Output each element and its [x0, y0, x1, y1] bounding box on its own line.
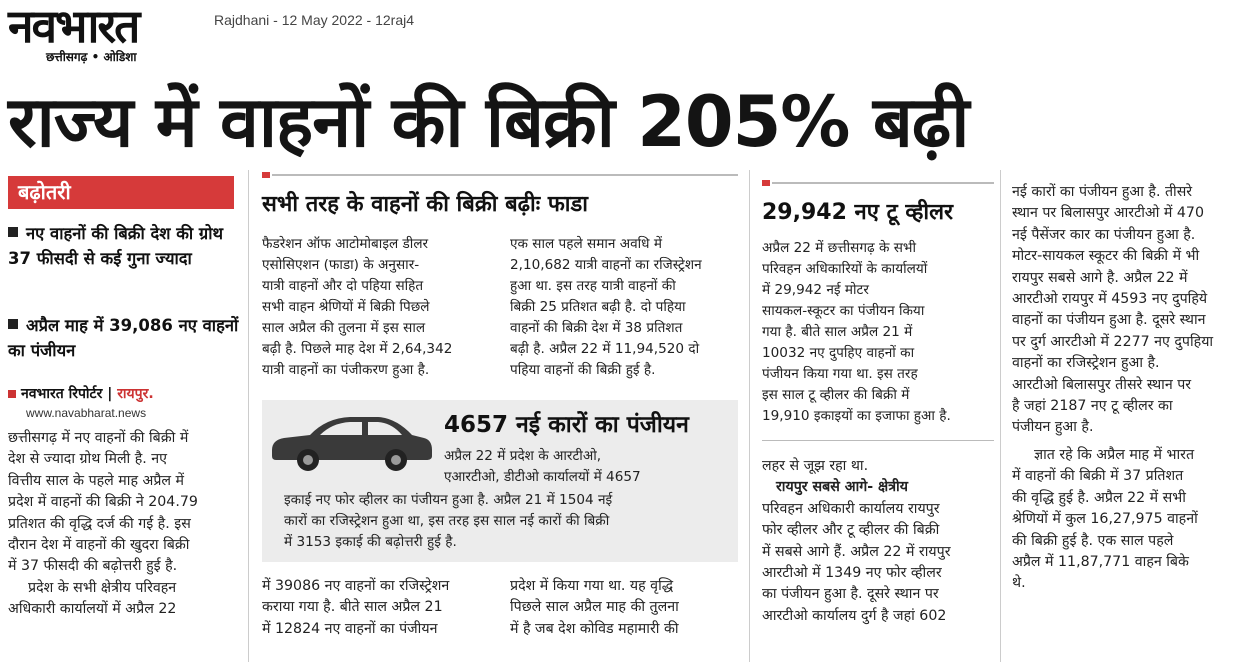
text-line: में 12824 नए वाहनों का पंजीयन — [262, 620, 438, 637]
section-rule — [272, 174, 738, 176]
col2b-right — [510, 576, 742, 640]
text-line: पंजीयन किया गया था. इस तरह — [762, 366, 918, 382]
text-line: नई कारों का पंजीयन हुआ है. तीसरे — [1012, 184, 1193, 200]
tag-label: बढ़ोतरी — [8, 176, 234, 209]
text-line: है जहां 2187 नए टू व्हीलर का — [1012, 398, 1173, 415]
dateline: Rajdhani - 12 May 2022 - 12raj4 — [214, 12, 415, 28]
text-line: पंजीयन हुआ है. — [1012, 419, 1094, 436]
text-line: आरटीओ में 1349 नए फोर व्हीलर — [762, 565, 942, 582]
text-line: आरटीओ बिलासपुर तीसरे स्थान पर — [1012, 376, 1192, 393]
masthead-subtitle: छत्तीसगढ़ • ओडिशा — [46, 50, 137, 64]
column-divider — [749, 170, 750, 662]
masthead-logo: नवभारत — [8, 0, 139, 53]
col3b-body — [762, 456, 994, 627]
text-line: बढ़ी है. अप्रैल 22 में 11,94,520 दो — [510, 341, 700, 357]
fada-title: सभी तरह के वाहनों की बिक्री बढ़ीः फाडा — [262, 192, 588, 217]
text-line: मोटर-सायकल स्कूटर की बिक्री में भी — [1012, 248, 1200, 265]
text-line: का पंजीयन हुआ है. दूसरे स्थान पर — [762, 586, 939, 603]
text-line: हुआ था. इस तरह यात्री वाहनों की — [510, 278, 676, 294]
text-line: नई पैसेंजर कार का पंजीयन हुआ है. — [1012, 226, 1196, 243]
col4-body — [1012, 182, 1248, 595]
page-title: राज्य में वाहनों की बिक्री 205% बढ़ी — [8, 81, 969, 163]
text-line: की वृद्धि हुई है. अप्रैल 22 में सभी — [1012, 489, 1186, 506]
text-line: यात्री वाहनों और दो पहिया सहित — [262, 278, 424, 294]
cars-title: 4657 नई कारों का पंजीयन — [444, 412, 689, 438]
twowheeler-body — [762, 238, 994, 427]
twowheeler-title: 29,942 नए टू व्हीलर — [762, 200, 953, 225]
text-line: अधिकारी कार्यालयों में अप्रैल 22 — [8, 601, 177, 618]
text-line: एसोसिएशन (फाडा) के अनुसार- — [262, 257, 420, 273]
text-line: एक साल पहले समान अवधि में — [510, 236, 662, 252]
text-line: 2,10,682 यात्री वाहनों का रजिस्ट्रेशन — [510, 257, 702, 273]
text-line: इस साल टू व्हीलर की बिक्री में — [762, 387, 910, 403]
fada-right — [510, 234, 740, 381]
reporter-city: रायपुर. — [117, 386, 154, 402]
bullet-square-icon — [8, 227, 18, 237]
text-line: में 37 फीसदी की बढ़ोत्तरी हुई है. — [8, 558, 178, 575]
text-line: सभी वाहन श्रेणियों में बिक्री पिछले — [262, 299, 430, 315]
col2b-left — [262, 576, 498, 640]
text-line: थे. — [1012, 575, 1026, 592]
text-line: में 3153 इकाई की बढ़ोत्तरी हुई है. — [284, 534, 457, 550]
text-line: ज्ञात रहे कि अप्रैल माह में भारत — [1034, 446, 1195, 463]
text-line: पर दुर्ग आरटीओ में 2277 नए दुपहिया — [1012, 333, 1214, 350]
text-line: वाहनों का पंजीयन हुआ है. दूसरे स्थान — [1012, 312, 1206, 329]
reporter-credit: नवभारत रिपोर्टर | रायपुर. — [8, 384, 154, 403]
text-line: देश से ज्यादा ग्रोथ मिली है. नए — [8, 451, 168, 468]
text-line: एआरटीओ, डीटीओ कार्यालयों में 4657 — [444, 469, 641, 485]
text-line: रायपुर सबसे आगे- क्षेत्रीय — [776, 479, 908, 496]
text-line: बिक्री 25 प्रतिशत बढ़ी है. दो पहिया — [510, 299, 686, 315]
text-line: प्रदेश में किया गया था. यह वृद्धि — [510, 578, 674, 594]
text-line: अप्रैल 22 में छत्तीसगढ़ के सभी — [762, 240, 917, 256]
text-line: परिवहन अधिकारी कार्यालय रायपुर — [762, 500, 940, 517]
text-line: अप्रैल में 11,87,771 वाहन बिके — [1012, 553, 1189, 570]
text-line: इकाई नए फोर व्हीलर का पंजीयन हुआ है. अप्रैल 21 में 1504 नई — [284, 492, 613, 508]
text-line: वाहनों का रजिस्ट्रेशन हुआ है. — [1012, 355, 1160, 372]
text-line: परिवहन अधिकारियों के कार्यालयों — [762, 261, 928, 277]
text-line: में सबसे आगे हैं. अप्रैल 22 में रायपुर — [762, 543, 951, 560]
text-line: में है जब देश कोविड महामारी की — [510, 620, 679, 637]
bullet-2 — [8, 313, 240, 363]
bullet-text: अप्रैल माह में 39,086 नए वाहनों का पंजीयन — [8, 316, 239, 360]
text-line: बढ़ी है. पिछले माह देश में 2,64,342 — [262, 341, 453, 357]
section-marker — [762, 180, 770, 186]
text-line: रायपुर सबसे आगे है. अप्रैल 22 में — [1012, 269, 1188, 286]
text-line: सायकल-स्कूटर का पंजीयन किया — [762, 303, 925, 319]
text-line: यात्री वाहनों का पंजीकरण हुआ है. — [262, 362, 430, 378]
text-line: अप्रैल 22 में प्रदेश के आरटीओ, — [444, 448, 602, 464]
fada-left — [262, 234, 498, 381]
section-marker — [262, 172, 270, 178]
bullet-square-icon — [8, 319, 18, 329]
bullet-1 — [8, 221, 240, 271]
column-divider — [248, 170, 249, 662]
text-line: कराया गया है. बीते साल अप्रैल 21 — [262, 599, 443, 616]
text-line: छत्तीसगढ़ में नए वाहनों की बिक्री में — [8, 430, 189, 446]
text-line: साल अप्रैल की तुलना में इस साल — [262, 320, 426, 336]
text-line: में 39086 नए वाहनों का रजिस्ट्रेशन — [262, 578, 450, 594]
text-line: आरटीओ रायपुर में 4593 नए दुपहिये — [1012, 291, 1208, 308]
text-line: 10032 नए दुपहिए वाहनों का — [762, 345, 915, 361]
text-line: वित्तीय साल के पहले माह अप्रैल में — [8, 472, 185, 489]
column-divider — [1000, 170, 1001, 662]
section-rule — [772, 182, 994, 184]
text-line: पहिया वाहनों की बिक्री हुई है. — [510, 362, 656, 378]
text-line: फैडरेशन ऑफ आटोमोबाइल डीलर — [262, 236, 429, 252]
col1-body — [8, 428, 240, 621]
bullet-text: नए वाहनों की बिक्री देश की ग्रोथ 37 फीसदी से कई गुना ज्यादा — [8, 224, 224, 268]
text-line: श्रेणियों में कुल 16,27,975 वाहनों — [1012, 511, 1198, 528]
text-line: में वाहनों की बिक्री में 37 प्रतिशत — [1012, 468, 1184, 485]
text-line: फोर व्हीलर और टू व्हीलर की बिक्री — [762, 522, 940, 539]
text-line: गया है. बीते साल अप्रैल 21 में — [762, 324, 913, 340]
reporter-name: नवभारत रिपोर्टर — [21, 386, 103, 402]
text-line: पिछले साल अप्रैल माह की तुलना — [510, 599, 679, 616]
text-line: कारों का रजिस्ट्रेशन हुआ था, इस तरह इस साल नई कारों की बिक्री — [284, 513, 610, 529]
text-line: वाहनों की बिक्री देश में 38 प्रतिशत — [510, 320, 683, 336]
text-line: की बिक्री हुई है. एक साल पहले — [1012, 532, 1174, 549]
car-icon — [266, 408, 436, 474]
reporter-square-icon — [8, 390, 16, 398]
masthead — [8, 2, 198, 64]
cars-text-b — [284, 490, 736, 553]
text-line: आरटीओ कार्यालय दुर्ग है जहां 602 — [762, 607, 947, 624]
cars-text-a — [444, 446, 734, 488]
text-line: दौरान देश में वाहनों की खुदरा बिक्री — [8, 537, 190, 554]
text-line: प्रदेश के सभी क्षेत्रीय परिवहन — [28, 579, 177, 596]
text-line: लहर से जूझ रहा था. — [762, 458, 869, 474]
text-line: 19,910 इकाइयों का इजाफा हुआ है. — [762, 408, 951, 424]
website: www.navabharat.news — [26, 406, 147, 420]
text-line: प्रदेश में वाहनों की बिक्री ने 204.79 — [8, 494, 198, 511]
text-line: स्थान पर बिलासपुर आरटीओ में 470 — [1012, 205, 1204, 222]
text-line: में 29,942 नई मोटर — [762, 282, 869, 298]
section-rule — [762, 440, 994, 441]
text-line: प्रतिशत की वृद्धि दर्ज की गई है. इस — [8, 515, 191, 532]
